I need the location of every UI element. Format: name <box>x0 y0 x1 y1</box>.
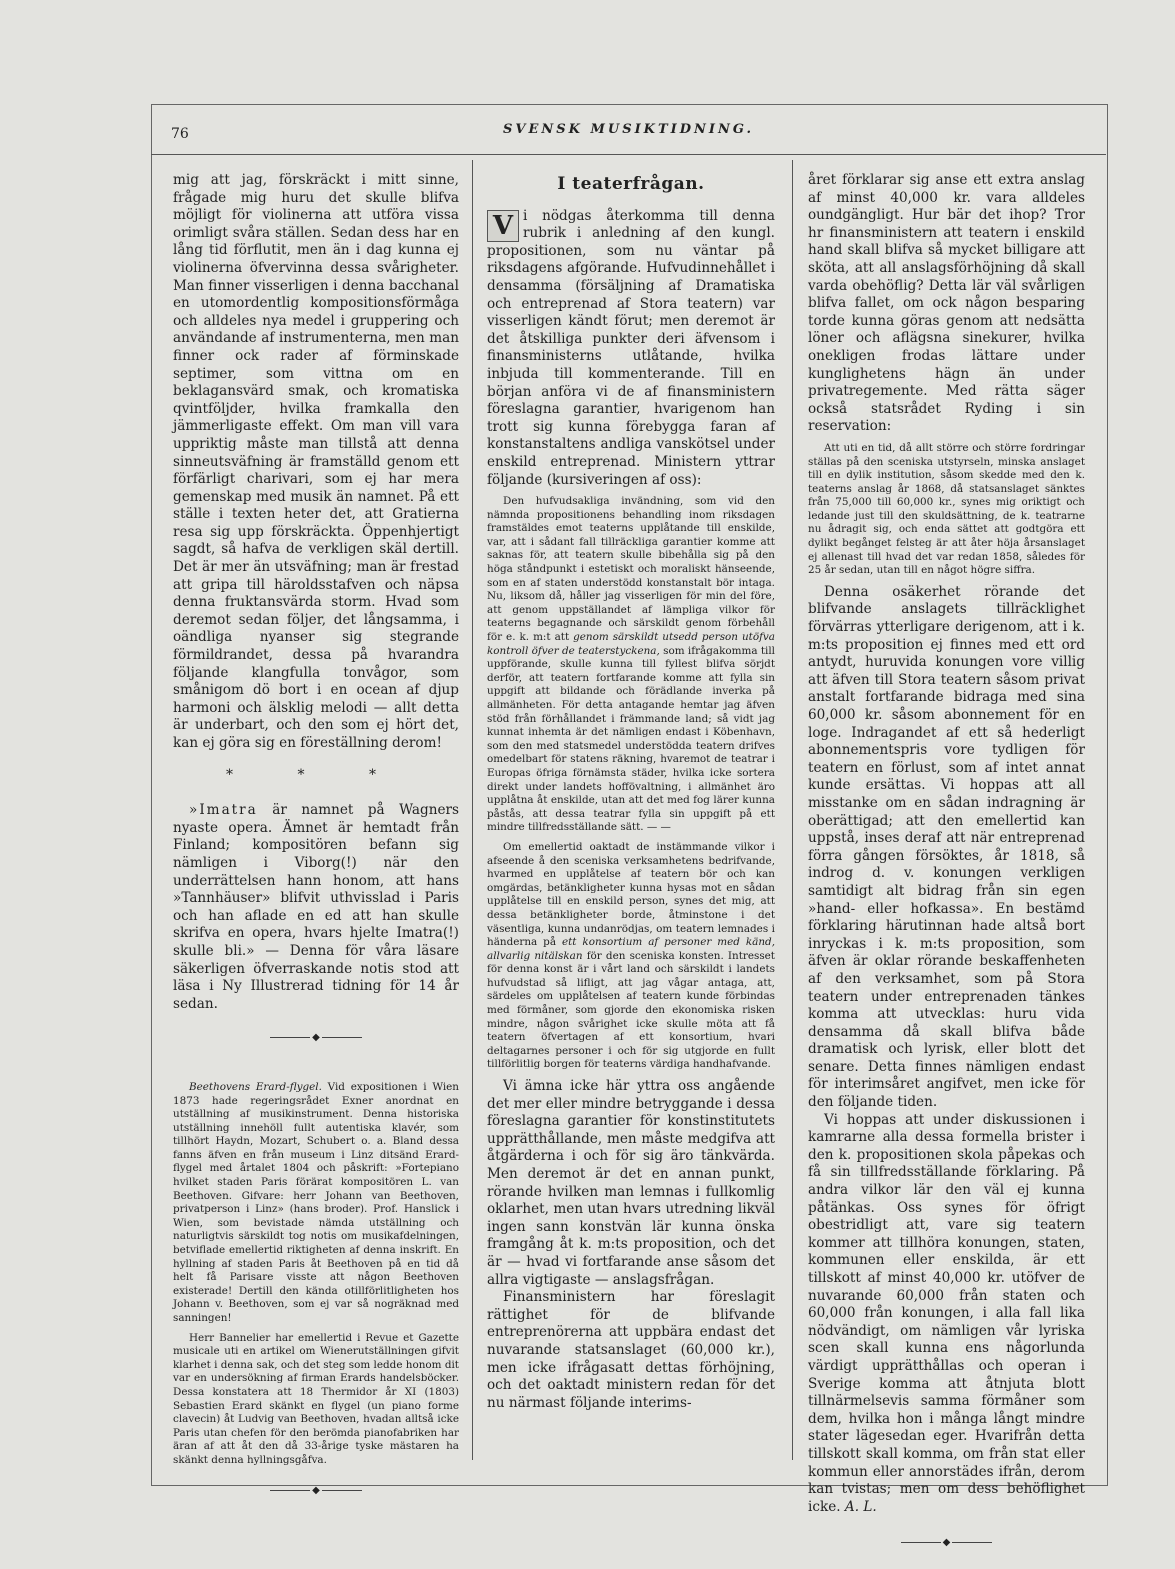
column-middle <box>487 172 775 1412</box>
intro-text: i nödgas återkomma till denna rubrik i anledning af den kungl. propositionen, som nu väntar på riksdagens afgörande. Hufvudinnehållet i densamma (försäljning af Dramatiska och entreprenad af Stora teatern) var visserligen kändt förut; men deremot är det åtskilliga punkter deri äfvensom i finansministerns utlåtande, hvilka inbjuda till kommenterande. Till en början anföra vi de af finansministern föreslagna garantier, hvarigenom han trott sig kunna förebygga faran af konstanstaltens andliga vanskötsel under enskild entreprenad. Ministern yttrar följande (kursiveringen af oss): <box>487 207 775 488</box>
column-left <box>173 172 459 1499</box>
article-title: I teaterfrågan. <box>557 174 705 194</box>
quote2-part-a: Om emellertid oaktadt de instämmande vilkor i afseende å den sceniska verksamhetens bedrifvande, hvarmed en upplåtelse af teatern bör och kan omgärdas, betänkligheter kunna hysas mot en sådan upplåtelse till en enskild person, synes det mig, att dessa betänkligheter borde, åtminstone i det väsentliga, kunna undanrödjas, om teatern lemnades i händerna på <box>487 840 775 949</box>
paragraph-bannelier: Herr Bannelier har emellertid i Revue et Gazette musicale uti en artikel om Wienerutställningen gifvit klarhet i denna sak, och det steg som ledde honom dit var en undersökning af firman Erards handelsböcker. Dessa konstatera att 18 Thermidor år XI (1803) Sebastien Erard skänkt en flygel (un piano forme clavecin) åt Ludvig van Beethoven, hvadan alltså icke Paris utan chefen för den berömda pianofabriken har äran af att åt den då 33-årige tyske mästaren ha skänkt denna hyllningsgåfva. <box>173 1331 459 1466</box>
paragraph: året förklarar sig anse ett extra anslag af minst 40,000 kr. vara alldeles oundgängligt. Hur bär det ihop? Tror hr finansministern att teatern i enskild hand skall blifva så mycket billigare att sköta, att all anslagsförhöjning då skall varda obehöflig? Detta lär väl svårligen blifva fallet, om ock någon besparing torde kunna göras genom att nedsätta löner och aflägsna sinekurer, hvilka onekligen frodas lättare under kunglighetens hägn än under privatregemente. Med rätta säger också statsrådet Ryding i sin reservation: <box>808 172 1085 435</box>
paragraph-imatra <box>173 802 459 1013</box>
quote-block-2 <box>487 841 775 1072</box>
page-header <box>151 104 1106 155</box>
quote1-italic: genom särskildt utsedd person utöfva kontroll öfver de teaterstyckena, <box>487 631 775 657</box>
column-right <box>808 172 1085 1552</box>
paragraph <box>808 1112 1085 1517</box>
column-rule-2 <box>792 160 793 1460</box>
page-number: 76 <box>171 126 189 142</box>
paragraph-intro <box>487 208 775 490</box>
paragraph: Denna osäkerhet rörande det blifvande anslagets tillräcklighet förvärras ytterligare derigenom, att i k. m:ts proposition ej finnes med ett ord antydt, huruvida konungen vore villig att äfven till Stora teatern såsom privat anstalt fortfarande bidraga med sina 60,000 kr. såsom abonnement för en loge. Indragandet af ett så hederligt abonnementspris vore tydligen för teatern en förlust, som af intet annat kunde ersättas. Vi hoppas att all misstanke om en sådan indragning är oberättigad; att den emellertid kan uppstå, inses deraf att när entreprenad förra gången försöktes, år 1818, så indrog d. v. konungen verkligen samtidigt alt bidrag från sin egen »hand- eller hofkassa». En bestämd förklaring härutinnan hade altså bort inryckas i k. m:ts proposition, som äfven är oklar rörande beskaffenheten af den verksamhet, som på Stora teatern under entreprenaden tänkes komma att utvecklas: huru vida densamma då skall blifva både dramatisk och lyrisk, eller blott det senare. Detta finnes nämligen endast för interimsåret angifvet, men icke för den följande tiden. <box>808 583 1085 1111</box>
quote1-part-a: Den hufvudsakliga invändning, som vid den nämnda propositionens behandling inom riksdagen framstäldes emot teaterns upplåtande till enskilde, var, att i sådant fall tillräckliga garantier komme att saknas för, att teatern skulle bibehålla sig på den höga ståndpunkt i estetiskt och moraliskt hänseende, som en af staten understödd konstanstalt bör intaga. Nu, liksom då, håller jag visserligen för min del före, att genom uppställandet af lämpliga vilkor för teaterns begagnande och särskildt genom förbehåll för e. k. m:t att <box>487 495 775 644</box>
quote1-part-c: som ifrågakomma till uppförande, skulle kunna till fyllest blifva sörjdt derför, att teatern fortfarande komme att fylla sin uppgift att bildande och förädlande inverka på allmänheten. För detta antagande hemtar jag äfven stöd från förhållandet i främmande land; så vidt jag kunnat inhemta är det nämligen endast i Köbenhavn, som den med statsmedel understödda teatern drifves omedelbart för statens räkning, hvaremot de teatrar i Europas öfriga förnämsta städer, hvilka icke sortera direkt under landets hoffövaltning, i allmänhet äro upplåtna åt enskilde, utan att det med fog lärer kunna påstås, att dessa teatrar fylla sin uppgift på ett mindre tillfredsställande sätt. — — <box>487 644 776 834</box>
quote-block-1 <box>487 495 775 835</box>
quote-block-ryding: Att uti en tid, då allt större och större fordringar ställas på den sceniska utstyrseln, minska anslaget till en dylik institution, såsom skedde med den k. teaterns anslag år 1868, då statsanslaget sänktes från 75,000 till 60,000 kr., synes mig oriktigt och ledande just till den skuldsättning, de k. teatrarne nu ådragit sig, och enda sättet att godtgöra ett dylikt begånget felsteg är att åter höja årsanslaget ej allenast till hvad det var redan 1858, således för 25 år sedan, utan till en något högre siffra. <box>808 441 1085 577</box>
dropcap: V <box>487 210 519 242</box>
closing-text: Vi hoppas att under diskussionen i kamrarne alla dessa formella brister i den k. propositionen skola påpekas och få sin tillfredsställande förklaring. På andra vilkor lär den väl ej kunna påtänkas. Oss synes för öfrigt obestridligt att, vare sig teatern kommer att tillhöra konungen, staten, kommunen eller enskilda, är ett tillskott af minst 40,000 kr. utöfver de nuvarande 60,000 från staten och 60,000 från konungen, i alla fall lika nödvändigt, om nämligen vår lyriska scen skall kunna ens någorlunda värdigt upprätthållas och operan i Sverige komma att åtnjuta blott tillnärmelsevis samma förmåner som dem, hvilka hon i många långt mindre stater lägesedan eger. Hvarifrån detta tillskott skall komma, om från stat eller kommun eller annorstädes ifrån, derom kan tvistas; men om dess behöflighet icke. <box>808 1111 1085 1515</box>
paragraph: Vi ämna icke här yttra oss angående det mer eller mindre betryggande i dessa föreslagna garantier för konstinstitutets upprätthållande, men måste medgifva att åtgärderna i och för sig äro tänkvärda. Men deremot är det en annan punkt, rörande hvilken man lemnas i fullkomlig oklarhet, men utan hvars utredning likväl ingen sann konstvän lär kunna önska framgång åt k. m:ts proposition, och det är — hvad vi fortfarande anse såsom det allra vigtigaste — anslagsfrågan. <box>487 1078 775 1288</box>
column-rule-1 <box>472 160 473 1460</box>
paragraph: mig att jag, förskräckt i mitt sinne, frågade mig huru det skulle blifva möjligt för violinerna att utföra vissa orimligt svåra ställen. Sedan dess har en lång tid förflutit, men än i dag kunna ej violinerna öfvervinna dessa svårigheter. Man finner visserligen i denna bacchanal en utomordentlig kompositionsförmåga och alldeles nya medel i gruppering och användande af instrumenterna, men man finner ock rader af förminskade septimer, som vittna om en beklagansvärd smak, och kromatiska qvintföljder, hvilka framkalla den jämmerligaste effekt. Om man vill vara uppriktig måste man tillstå att denna sinneutsväfning är framställd genom ett förfärligt charivari, som ej har mera gemenskap med musik än namnet. På ett ställe i texten heter det, att Gratierna resa sig upp förskräckta. Öppenhjertigt sagdt, så hafva de verkligen skäl dertill. Det är mer än utsväfning; man är frestad att gripa till häroldsstafven och näpsa denna fruktansvärda storm. Hvad som deremot sedan följer, det långsamma, i oändliga nyanser sig stegrande förmildrandet, dessa på hvarandra följande klangfulla tonvågor, som smånigom dö bort i en ocean af djup harmoni och älsklig melodi — allt detta är underbart, och den som ej hört det, kan ej göra sig en föreställning derom! <box>173 172 459 751</box>
section-stars: * * * <box>226 766 406 783</box>
section-divider: ◆ <box>173 1029 459 1047</box>
imatra-text: är namnet på Wagners nyaste opera. Ämnet är hemtadt från Finland; kompositören befann sig nämligen i Viborg(!) när den underrättelsen hann honom, att hans »Tannhäuser» blifvit uthvisslad i Paris och han aflade en ed att han skulle skrifva en opera, hvars hjelte Imatra(!) skulle bli.» — Denna för våra läsare säkerligen öfverraskande notis stod att läsa i Ny Illustrerad tidning för 14 år sedan. <box>173 802 459 1012</box>
signature: A. L. <box>844 1498 877 1515</box>
quote2-italic: ett konsortium af personer med känd, allvarlig nitälskan <box>487 936 776 962</box>
end-divider: ◆ <box>173 1482 459 1500</box>
paragraph-beethoven <box>173 1081 459 1326</box>
beethoven-body: Vid expositionen i Wien 1873 hade regeringsrådet Exner anordnat en utställning af musikinstrument. Denna historiska utställning innehöll fullt autentiska klavér, som tillhört Haydn, Mozart, Schubert o. a. Bland dessa fanns äfven en från museum i Linz ditsänd Erard-flygel med årtalet 1804 och påskrift: »Fortepiano hvilket staden Paris förärat kompositören L. van Beethoven. Gifvare: herr Johann van Beethoven, privatperson i Linz» (hans broder). Prof. Hanslick i Wien, som bevistade nämda utställning och naturligtvis särskildt tog notis om musikafdelningen, betviflade emellertid riktigheten af denna inskrift. En hyllning af staden Paris åt Beethoven på en tid då helt få Parisare visste att någon Beethoven existerade! Dertill den kända otillförlitligheten hos Johann v. Beethoven, som ej var så nogräknad med sanningen! <box>173 1080 459 1324</box>
imatra-spaced: »Imatra <box>189 802 258 819</box>
end-divider: ◆ <box>808 1534 1085 1552</box>
running-title: SVENSK MUSIKTIDNING. <box>502 122 754 137</box>
quote2-part-c: för den sceniska konsten. Intresset för denna konst är i vårt land och särskildt i landets hufvudstad så lifligt, att jag vågar antaga, att, särdeles om upplåtelsen af teatern kunde förbindas med förmåner, som gjorde den ekonomiska risken mindre, någon svårighet icke skulle möta att få teatern öfvertagen af ett konsortium, hvari deltagarnes personer i och för sig utgjorde en fullt tillförlitlig borgen för teaterns värdiga handhafvande. <box>487 949 775 1071</box>
beethoven-title: Beethovens Erard-flygel. <box>189 1080 322 1093</box>
paragraph: Finansministern har föreslagit rättighet för de blifvande entreprenörerna att uppbära endast det nuvarande statsanslaget (60,000 kr.), men icke ifrågasatt dettas förhöjning, och det oaktadt ministern redan för det nu närmast följande interims- <box>487 1289 775 1411</box>
